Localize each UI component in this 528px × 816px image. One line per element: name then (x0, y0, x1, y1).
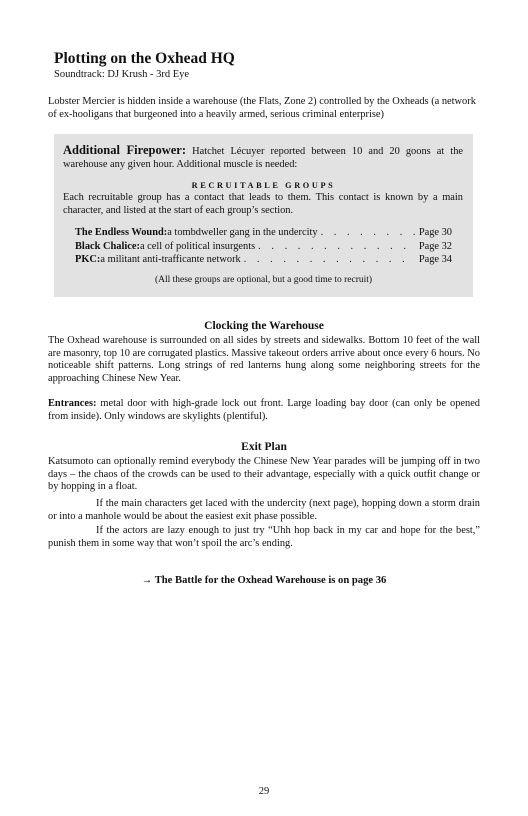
recruitable-groups-description: Each recruitable group has a contact that leads to them. This contact is known by a main character, and listed at the start of each group’s section. (63, 192, 463, 216)
page-number: 29 (258, 786, 270, 797)
recruitable-groups-heading: RECRUITABLE GROUPS (191, 181, 336, 190)
entrances-paragraph (48, 398, 480, 423)
page-title: Plotting on the Oxhead HQ (54, 50, 235, 67)
exit-plan-paragraph-1: Katsumoto can optionally remind everybody the Chinese New Year parades will be jumping off in two days – the chaos of the crowds can be used to their advantage, especially with a quick outfit change or by hopping in a float. (48, 456, 480, 493)
group-name: Black Chalice: (75, 240, 140, 252)
exit-plan-paragraph-3: If the actors are lazy enough to just try “Uhh hop back in my car and hope for the best,” punish them in some way that won’t spoil the arc’s ending. (48, 525, 480, 549)
group-item-black-chalice (75, 240, 452, 254)
exit-plan-heading: Exit Plan (241, 441, 287, 453)
leader-dots (258, 240, 416, 254)
firepower-paragraph (63, 144, 463, 171)
leader-dots (244, 253, 416, 267)
recruitable-groups-list (75, 226, 452, 267)
soundtrack-line: Soundtrack: DJ Krush - 3rd Eye (54, 69, 190, 80)
group-description: a cell of political insurgents (139, 240, 256, 252)
intro-paragraph: Lobster Mercier is hidden inside a warehouse (the Flats, Zone 2) controlled by the Oxheads (a network of ex-hooligans that burgeoned into a heavily armed, serious criminal enterprise) (48, 96, 476, 120)
group-item-pkc (75, 253, 452, 267)
firepower-box (54, 134, 473, 297)
optional-groups-note: (All these groups are optional, but a good time to recruit) (154, 275, 373, 285)
battle-page-reference: → The Battle for the Oxhead Warehouse is on page 36 (141, 575, 387, 586)
exit-plan-paragraph-2: If the main characters get laced with the undercity (next page), hopping down a storm drain or into a manhole would be about the easiest exit phase possible. (48, 498, 480, 522)
group-name: PKC: (75, 254, 101, 265)
group-page-ref: Page 34 (418, 254, 452, 265)
entrances-label: Entrances: (48, 398, 97, 409)
group-item-endless-wound (75, 226, 452, 240)
group-name: The Endless Wound: (75, 227, 168, 238)
firepower-text: Hatchet Lécuyer reported between 10 and 20 goons at the warehouse any given hour. Additional muscle is needed: (63, 146, 464, 170)
clocking-heading: Clocking the Warehouse (204, 320, 324, 332)
group-page-ref: Page 32 (418, 240, 452, 252)
group-description: a militant anti-trafficante network (100, 254, 241, 265)
group-page-ref: Page 30 (418, 227, 452, 238)
clocking-paragraph: The Oxhead warehouse is surrounded on all sides by streets and sidewalks. Bottom 10 feet of the wall are masonry, top 10 are corrugated plastics. Massive takeout orders arrive about once every 6 hours. No noticeable shift patterns. Long strings of red lanterns hung along some neighboring streets for the approaching Chinese New Year. (48, 335, 480, 384)
entrances-text: metal door with high-grade lock out front. Large loading bay door (can only be opened from inside). Only windows are skylights (plentiful). (48, 398, 480, 422)
group-description: a tombdweller gang in the undercity (167, 227, 318, 238)
leader-dots (321, 226, 416, 240)
firepower-lead: Additional Firepower: (63, 143, 187, 157)
